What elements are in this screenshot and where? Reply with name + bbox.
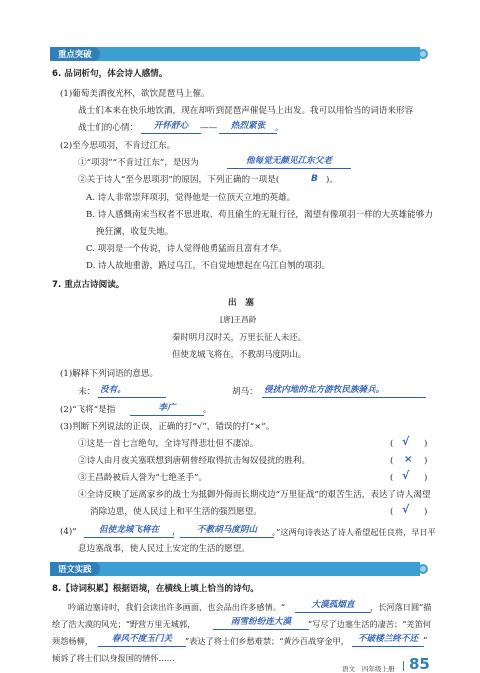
q8-line2-b: ”写尽了边塞生活的凄苦；“羌笛何 (308, 619, 431, 629)
judge-paren-open-3: ( (390, 473, 394, 483)
judge-mark-2: × (404, 454, 413, 465)
q6-title: 6. 品词析句，体会诗人感情。 (52, 69, 168, 79)
q8-title: 8.【诗词积累】根据语境，在横线上填上恰当的诗句。 (52, 584, 259, 594)
q8-line3-a: 须怨杨柳， (52, 636, 93, 646)
q6-option-b-line2: 挽狂澜，收复失地。 (96, 227, 174, 237)
q6-p1-answer-2: 热烈紧张 (219, 120, 277, 134)
judge-paren-close-1: ) (424, 439, 428, 449)
q6-option-b-line1: B. 诗人感慨南宋当权者不思进取、苟且偷生的无耻行径，渴望有像项羽一样的大英雄能够力 (86, 210, 433, 220)
q8-line2-a: 绘了浩大漠的风光；“野营万里无城郭， (52, 619, 196, 629)
judge-item-1: ①这是一首七言绝句，全诗写得悲壮但不凄凉。 (78, 439, 259, 449)
q6-p1-dash: —— (200, 123, 218, 133)
judge-item-4-line1: ④全诗反映了远离家乡的战士为抵御外侮而长期戍边“万里征战”的艰苦生活，表达了诗人渴望 (78, 490, 431, 500)
q7-p4-rest: 。”这两句诗表达了诗人希望起任良将，早日平 (272, 527, 436, 537)
q6-p1-line1: 战士们本来在快乐地饮酒，现在却听到琵琶声催促马上出发。我可以用恰当的词语来形容 (78, 106, 414, 116)
judge-mark-1: √ (402, 435, 410, 448)
judge-paren-close-2: ) (424, 456, 428, 466)
q7-p1: (1)解释下列词语的意思。 (60, 369, 159, 379)
q8-line4: 倾诉了将士们以身报国的情怀…… (52, 653, 175, 663)
judge-item-4-line2: 消除边患，使人民过上和平生活的强烈愿望。 (90, 507, 262, 517)
footer-grade: 四年级上册 (362, 665, 395, 673)
section-bar-end-icon (418, 49, 428, 59)
q7-p4-answer-2: 不教胡马度阴山 (180, 524, 274, 538)
q7-p4-open: (4)“ (60, 527, 77, 537)
section-bar-end-icon-2 (418, 564, 428, 574)
footer-subject: 语文 (342, 665, 355, 673)
q7-p2-end: 。 (203, 405, 212, 415)
page-number: 85 (409, 655, 430, 673)
q8-answer-3: 春风不度玉门关 (98, 633, 186, 647)
q8-answer-2: 雨雪纷纷连大漠 (213, 616, 309, 630)
q8-answer-1: 大漠孤烟直 (295, 599, 371, 613)
poem-line-1: 秦时明月汉时关，万里长征人未还。 (172, 332, 306, 342)
q7-p1-answer-1: 没有。 (98, 384, 166, 398)
q7-title: 7. 重点古诗阅读。 (52, 280, 125, 290)
judge-paren-open-2: ( (390, 456, 394, 466)
q7-p1-answer-2: 侵扰内地的北方游牧民族骑兵。 (262, 384, 426, 398)
judge-mark-3: √ (402, 469, 410, 482)
q7-p1-word-2: 胡马： (232, 387, 258, 397)
q6-p2-s1-answer: 他每觉无颜见江东父老 (227, 155, 351, 169)
q6-p1-end: 。 (275, 123, 284, 133)
q7-p4-comma: ， (172, 527, 181, 537)
poem-author: [唐]王昌龄 (220, 315, 257, 324)
q6-p2-s2-answer: B (311, 174, 318, 184)
judge-paren-close-3: ) (424, 473, 428, 483)
q6-option-a: A. 诗人非常崇拜项羽，觉得他是一位顶天立地的英雄。 (86, 193, 296, 203)
judge-paren-open-4: ( (390, 507, 394, 517)
q7-p2: (2)“飞将”是指 (60, 405, 116, 415)
q6-p1-quote: (1)葡萄美酒夜光杯，欲饮琵琶马上催。 (60, 89, 210, 99)
q6-p2-s1: ①“项羽”“不肯过江东”，是因为 (78, 158, 199, 168)
section-tag-focus: 重点突破 (50, 47, 100, 61)
q8-line1-a: 吟诵边塞诗时，我们会读出许多画面，也会品出许多感情。“ (68, 602, 286, 612)
judge-paren-close-4: ) (424, 507, 428, 517)
q6-p2-s2-close: )。 (326, 175, 338, 185)
q6-p2-quote: (2)至今思项羽，不肯过江东。 (60, 141, 176, 151)
footer-divider (403, 661, 404, 671)
q6-option-d: D. 诗人故地重游，路过乌江，不自觉地想起在乌江自刎的项羽。 (86, 261, 331, 271)
q8-answer-4: 不破楼兰终不还 (352, 633, 424, 647)
q6-option-c: C. 项羽是一个传说，诗人觉得他勇猛而且富有才华。 (86, 244, 287, 254)
q6-p2-s2: ②关于诗人“至今思项羽”的原因，下列正确的一项是( (78, 175, 280, 185)
poem-line-2: 但使龙城飞将在，不教胡马度阴山。 (172, 349, 306, 359)
judge-item-2: ②诗人由月夜关塞联想到唐朝曾经取得抗击匈奴侵扰的胜利。 (78, 456, 311, 466)
q6-p1-answer-1: 开怀舒心 (141, 120, 201, 134)
judge-paren-open-1: ( (390, 439, 394, 449)
q8-line3-b: ”表达了将士们乡愁难禁；“黄沙百战穿金甲， (185, 636, 349, 646)
q7-p4-line2: 息边塞战事，使人民过上安定的生活的愿望。 (78, 544, 250, 554)
q7-p4-answer-1: 但使龙城飞将在 (84, 524, 174, 538)
q7-p3: (3)判断下列说法的正误，正确的打“√”，错误的打“×”。 (60, 422, 275, 432)
q7-p2-answer: 李广 (130, 402, 204, 416)
q6-p1-line2-label: 战士们的心情： (78, 123, 139, 133)
section-tag-practice: 语文实践 (50, 562, 100, 576)
q8-line1-b: ，长河落日圆”描 (370, 602, 432, 612)
q8-line3-c: ” (423, 636, 428, 646)
section-bar-2 (50, 562, 420, 576)
section-bar-1 (50, 47, 420, 61)
judge-mark-4: √ (402, 503, 410, 516)
q7-p1-word-1: 未： (78, 387, 96, 397)
poem-title: 出 塞 (228, 298, 254, 308)
judge-item-3: ③王昌龄被后人誉为“七绝圣手”。 (78, 473, 208, 483)
